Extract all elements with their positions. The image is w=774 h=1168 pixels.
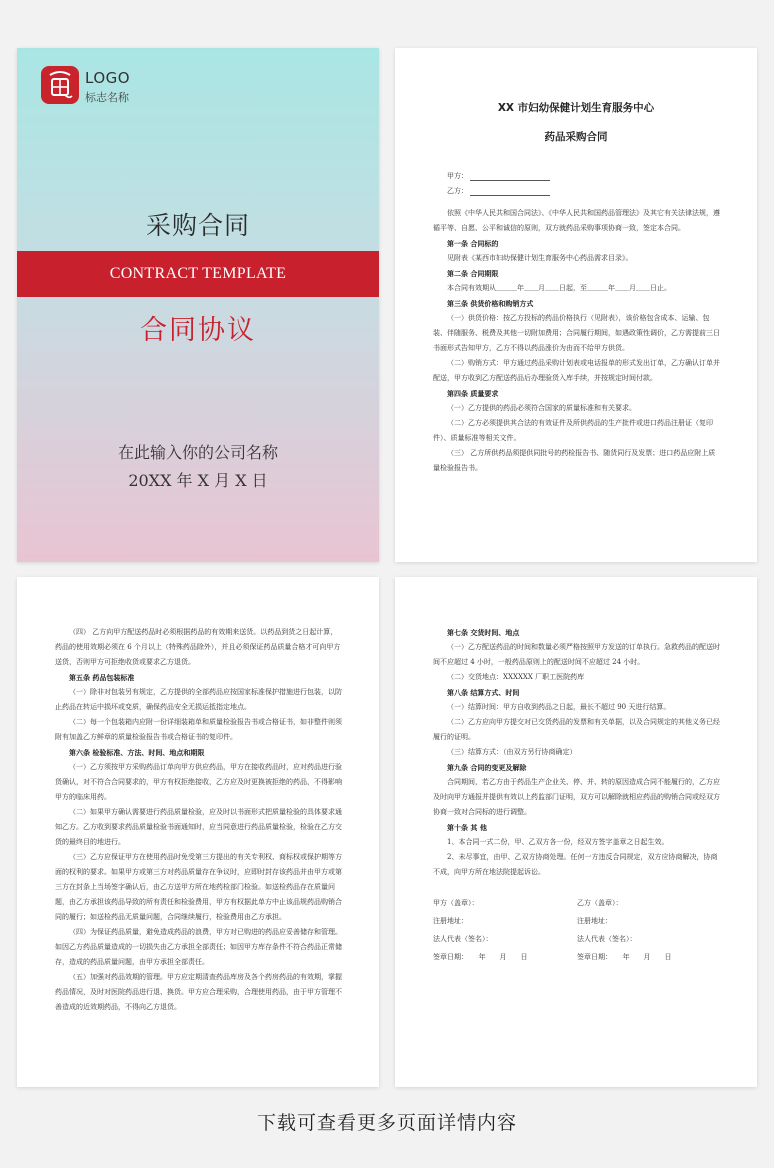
page-heading: XX 市妇幼保健计划生育服务中心	[497, 102, 655, 114]
contract-page-3	[395, 577, 757, 1087]
contract-page-1	[395, 48, 757, 562]
paragraph: （一）供货价格：按乙方投标的药品价格执行（见附表），该价格包含成本、运输、包装、伴随服务、税费及其他一切附加费用；合同履行期间，如遇政策性调价，乙方需提前三日书面形式告知甲方，乙方不得以药品涨价为由而不给甲方供货。	[433, 314, 720, 352]
page-subheading: 药品采购合同	[544, 131, 608, 143]
section-heading: 第十条 其 他	[447, 823, 487, 832]
signature-left: 注册地址：	[433, 917, 468, 925]
paragraph: （二）乙方必须提供其合法的有效证件及所供药品的生产批件或进口药品注册证（复印件）、质量标准等相关文件。	[433, 419, 713, 442]
signature-right: 注册地址：	[577, 917, 612, 925]
signature-right: 乙方（盖章）：	[577, 899, 623, 907]
cover-band-text: CONTRACT TEMPLATE	[109, 265, 287, 282]
cover-company-name: 在此输入你的公司名称	[117, 443, 278, 462]
paragraph: （二）每一个包装箱内应附一份详细装箱单和质量检验报告书或合格证书，如非整件则须附有加盖乙方鲜章的质量检验报告书或合格证书的复印件。	[55, 718, 342, 741]
paragraph: （二）交货地点：XXXXXX 厂职工医院药库	[447, 673, 585, 681]
paragraph: （一）乙方提供的药品必须符合国家的质量标准和有关要求。	[447, 404, 636, 412]
paragraph: 本合同有效期从＿＿＿年＿＿月＿＿日起，至＿＿＿年＿＿月＿＿日止。	[447, 284, 671, 292]
contract-text	[433, 206, 721, 476]
cover-title: 采购合同	[145, 211, 250, 240]
paragraph: （一）乙方配送药品的时间和数量必须严格按照甲方发送的订单执行。急救药品的配送时间不应超过 4 小时，一般药品原则上的配送时间不应超过 24 小时。	[433, 643, 720, 666]
paragraph: （五）加强对药品效期的管理。甲方应定期清查药品库房及各个药房药品的有效期，掌握药品情况，及时对医院药品进行退、换货。甲方应合理采购，合理使用药品，由于甲方管理不善造成的近效期药品，不得向乙方退货。	[55, 973, 342, 1011]
cover-date: 20XX 年 X 月 X 日	[128, 471, 268, 490]
signature-right: 法人代表（签名）：	[577, 935, 637, 943]
paragraph: （一）乙方须按甲方采购药品订单向甲方供应药品，甲方在接收药品时，应对药品进行验货确认，对不符合合同要求的，甲方有权拒绝接收，乙方应及时更换被拒绝的药品，不得影响甲方的临床用药。	[55, 763, 342, 801]
contract-text	[55, 625, 343, 1015]
signature-block	[433, 894, 721, 966]
paragraph: 依照《中华人民共和国合同法》、《中华人民共和国药品管理法》及其它有关法律法规，遵循平等、自愿、公平和诚信的原则，双方就药品采购事项协商一致，签定本合同。	[433, 209, 720, 232]
paragraph: （二）乙方应向甲方提交对已交货药品的发票和有关单据，以及合同规定的其他义务已经履行的证明。	[433, 718, 720, 741]
section-heading: 第七条 交货时间、地点	[447, 628, 520, 637]
paragraph: （二）购销方式：甲方通过药品采购计划表或电话报单的形式发出订单，乙方确认订单并配送，甲方收到乙方配送药品后办理验货入库手续，并按规定时间付款。	[433, 359, 720, 382]
signature-right: 签章日期： 年 月 日	[577, 953, 672, 961]
section-heading: 第九条 合同的变更及解除	[447, 763, 527, 772]
contract-page-2	[17, 577, 379, 1087]
paragraph: （一）除非对包装另有规定，乙方提供的全部药品应按国家标准保护措施进行包装，以防止药品在转运中损坏或变质，确保药品安全无损运抵指定地点。	[55, 688, 342, 711]
footer-caption: 下载可查看更多页面详情内容	[256, 1112, 517, 1134]
cover-page	[17, 48, 379, 562]
signature-row	[433, 894, 721, 912]
paragraph: 合同期间，若乙方由于药品生产企业关、停、并、转的原因造成合同不能履行的，乙方应及时向甲方通报并提供有效以上药监部门证明，双方可以解除就相应药品的购销合同或经双方协商一致对合同标的进行调整。	[433, 778, 720, 816]
signature-row	[433, 948, 721, 966]
cover-subtitle: 合同协议	[140, 315, 256, 346]
signature-row	[433, 912, 721, 930]
party-b-line	[447, 186, 550, 196]
party-a-label: 甲方：	[447, 172, 468, 180]
logo-icon	[41, 66, 79, 104]
party-a-line	[447, 171, 550, 181]
paragraph: （一）结算时间：甲方自收到药品之日起，最长不超过 90 天进行结算。	[447, 703, 671, 711]
party-b-label: 乙方：	[447, 187, 468, 195]
logo-subtitle: 标志名称	[85, 91, 129, 104]
paragraph: （二）如果甲方确认需要进行药品质量检验，应及时以书面形式把质量检验的具体要求通知乙方。乙方收到要求药品质量检验书面通知时，应当同意进行药品质量检验，检验在乙方交货的最终目的地进行。	[55, 808, 342, 846]
paragraph: 1、本合同一式二份，甲、乙双方各一份，经双方签字盖章之日起生效。	[447, 838, 669, 846]
paragraph: （三）结算方式：（由双方另行协商确定）	[447, 748, 577, 756]
paragraph: （四） 乙方向甲方配送药品时必须根据药品的有效期来送货。以药品到货之日起计算，药品的使用效期必须在 6 个月以上（特殊药品除外），并且必须保证药品质量合格才可向甲方送货，否则甲方可拒绝收货或要求乙方退货。	[55, 628, 341, 666]
section-heading: 第一条 合同标的	[447, 239, 499, 248]
signature-row	[433, 930, 721, 948]
section-heading: 第二条 合同期限	[447, 269, 499, 278]
signature-left: 甲方（盖章）：	[433, 899, 479, 907]
paragraph: （三） 乙方所供药品须提供同批号的药检报告书、随货同行及发票；进口药品应附上质量检验报告书。	[433, 449, 716, 472]
paragraph: 2、未尽事宜，由甲、乙双方协商处理。任何一方违反合同规定，双方应协商解决，协商不成，向甲方所在地法院提起诉讼。	[433, 853, 718, 876]
section-heading: 第八条 结算方式、时间	[447, 688, 520, 697]
section-heading: 第五条 药品包装标准	[69, 673, 135, 682]
section-heading: 第四条 质量要求	[447, 389, 499, 398]
signature-left: 签章日期： 年 月 日	[433, 953, 528, 961]
section-heading: 第六条 检验标准、方法、时间、地点和期限	[69, 748, 205, 757]
signature-left: 法人代表（签名）：	[433, 935, 493, 943]
contract-text	[433, 625, 721, 966]
paragraph: （四）为保证药品质量，避免造成药品的浪费，甲方对已购进的药品应妥善储存和管理。如因乙方药品质量造成的一切损失由乙方承担全部责任；如因甲方库存条件不符合药品正常储存，造成的药品质量问题，由甲方承担全部责任。	[55, 928, 342, 966]
section-heading: 第三条 供货价格和购销方式	[447, 299, 534, 308]
paragraph: （三）乙方应保证甲方在使用药品时免受第三方提出的有关专利权、商标权或保护期等方面的权利的要求。如果甲方或第三方对药品质量存在争议时，应即时封存该药品并由甲方或第三方在封条上当场签字确认后，由乙方送甲方所在地药检部门检验。如送检药品存在质量问题，由乙方承担该药品导致的所有责任和检验费用，甲方有权据此单方中止该品规药品购销合同的履行；如送检药品无质量问题，合同继续履行，检验费用由乙方承担。	[55, 853, 342, 921]
logo-text: LOGO	[85, 69, 131, 87]
paragraph: 见附表《某西市妇幼保健计划生育服务中心药品需求目录》。	[447, 254, 633, 262]
cover-band	[17, 251, 379, 297]
